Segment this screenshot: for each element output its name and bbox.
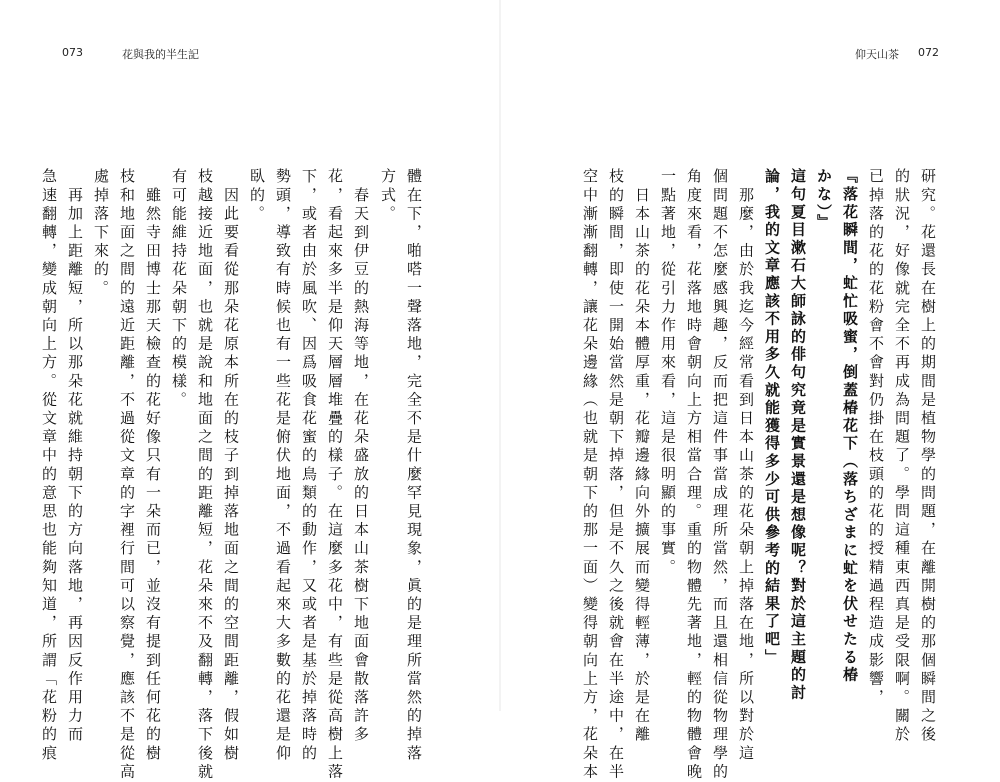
text-line: 枝和地面之間的遠近距離，不過從文章的字裡行間可以察覺，應該不是從高	[118, 168, 136, 782]
text-line: 因此要看從那朵花原本所在的枝子到掉落地面之間的空間距離，假如樹	[222, 168, 240, 764]
text-line: 研究。花還長在樹上的期間是植物學的問題，在離開樹的那個瞬間之後	[919, 168, 937, 745]
left-page-number: 073	[62, 46, 83, 59]
text-line: 個問題不怎麼感興趣，反而把這件事當成理所當然，而且還相信從物理學的	[711, 168, 729, 782]
text-line-emphasis: 論，我的文章應該不用多久就能獲得多少可供參考的結果了吧」	[763, 168, 781, 667]
right-page-number: 072	[918, 46, 939, 59]
text-line-emphasis: 這句夏目漱石大師詠的俳句究竟是實景還是想像呢？對於這主題的討	[789, 168, 807, 702]
text-line: 處掉落下來的。	[92, 168, 110, 299]
text-line: 那麼，由於我迄今經常看到日本山茶的花朵朝上掉落在地，所以對於這	[737, 168, 755, 764]
haiku-line: 『落花瞬間，虻忙吸蜜，倒蓋椿花下（落ちざまに虻を伏せたる椿	[841, 168, 859, 685]
text-line: 枝的瞬間，即使一開始當然是朝下掉落，但是不久之後就會在半途中，在半	[607, 168, 625, 782]
text-line: 春天到伊豆的熱海等地，在花朵盛放的日本山茶樹下地面會散落許多	[352, 168, 370, 745]
text-line: 枝越接近地面，也就是說和地面之間的距離短，花朵來不及翻轉，落下後就	[196, 168, 214, 782]
text-line: 勢頭，導致有時候也有一些花是俯伏地面，不過看起來大多數的花還是仰	[274, 168, 292, 764]
text-line: 有可能維持花朵朝下的模樣。	[170, 168, 188, 410]
left-running-title: 花與我的半生記	[122, 48, 199, 61]
text-line: 角度來看，花落地時會朝向上方相當合理。重的物體先著地，輕的物體會晚	[685, 168, 703, 782]
text-line: 急速翻轉，變成朝向上方。從文章中的意思也能夠知道，所謂「花粉的痕	[40, 168, 58, 764]
text-line: 體在下，啪嗒一聲落地，完全不是什麼罕見現象，眞的是理所當然的掉落	[405, 168, 423, 764]
text-line: 再加上距離短，所以那朵花就維持朝下的方向落地，再因反作用力而	[66, 168, 84, 745]
text-line: 空中漸漸翻轉，讓花朵邊緣（也就是朝下的那一面）變得朝向上方，花朵本	[581, 168, 599, 782]
text-line: 臥的。	[248, 168, 266, 224]
page-gutter	[499, 0, 501, 711]
right-running-title: 仰天山茶	[855, 48, 899, 61]
text-line: 方式。	[379, 168, 397, 224]
text-line: 雖然寺田博士那天檢查的花好像只有一朵而已，並沒有提到任何花的樹	[144, 168, 162, 764]
text-line: 一點著地，從引力作用來看，這是很明顯的事實。	[659, 168, 677, 578]
text-line: 已掉落的花的花粉會不會對仍掛在枝頭的花的授精過程造成影響，	[867, 168, 885, 708]
text-line: 花，看起來多半是仰天層層堆疊的樣子。在這麼多花中，有些是從高樹上落	[326, 168, 344, 782]
text-line: 日本山茶的花朵本體厚重，花瓣邊緣向外擴展而變得輕薄，於是在離	[633, 168, 651, 745]
haiku-line: かな）』	[815, 168, 833, 232]
text-line: 的狀況，好像就完全不再成為問題了。學問這種東西真是受限啊。關於	[893, 168, 911, 745]
text-line: 下，或者由於風吹、因爲吸食花蜜的鳥類的動作，又或者是基於掉落時的	[300, 168, 318, 764]
